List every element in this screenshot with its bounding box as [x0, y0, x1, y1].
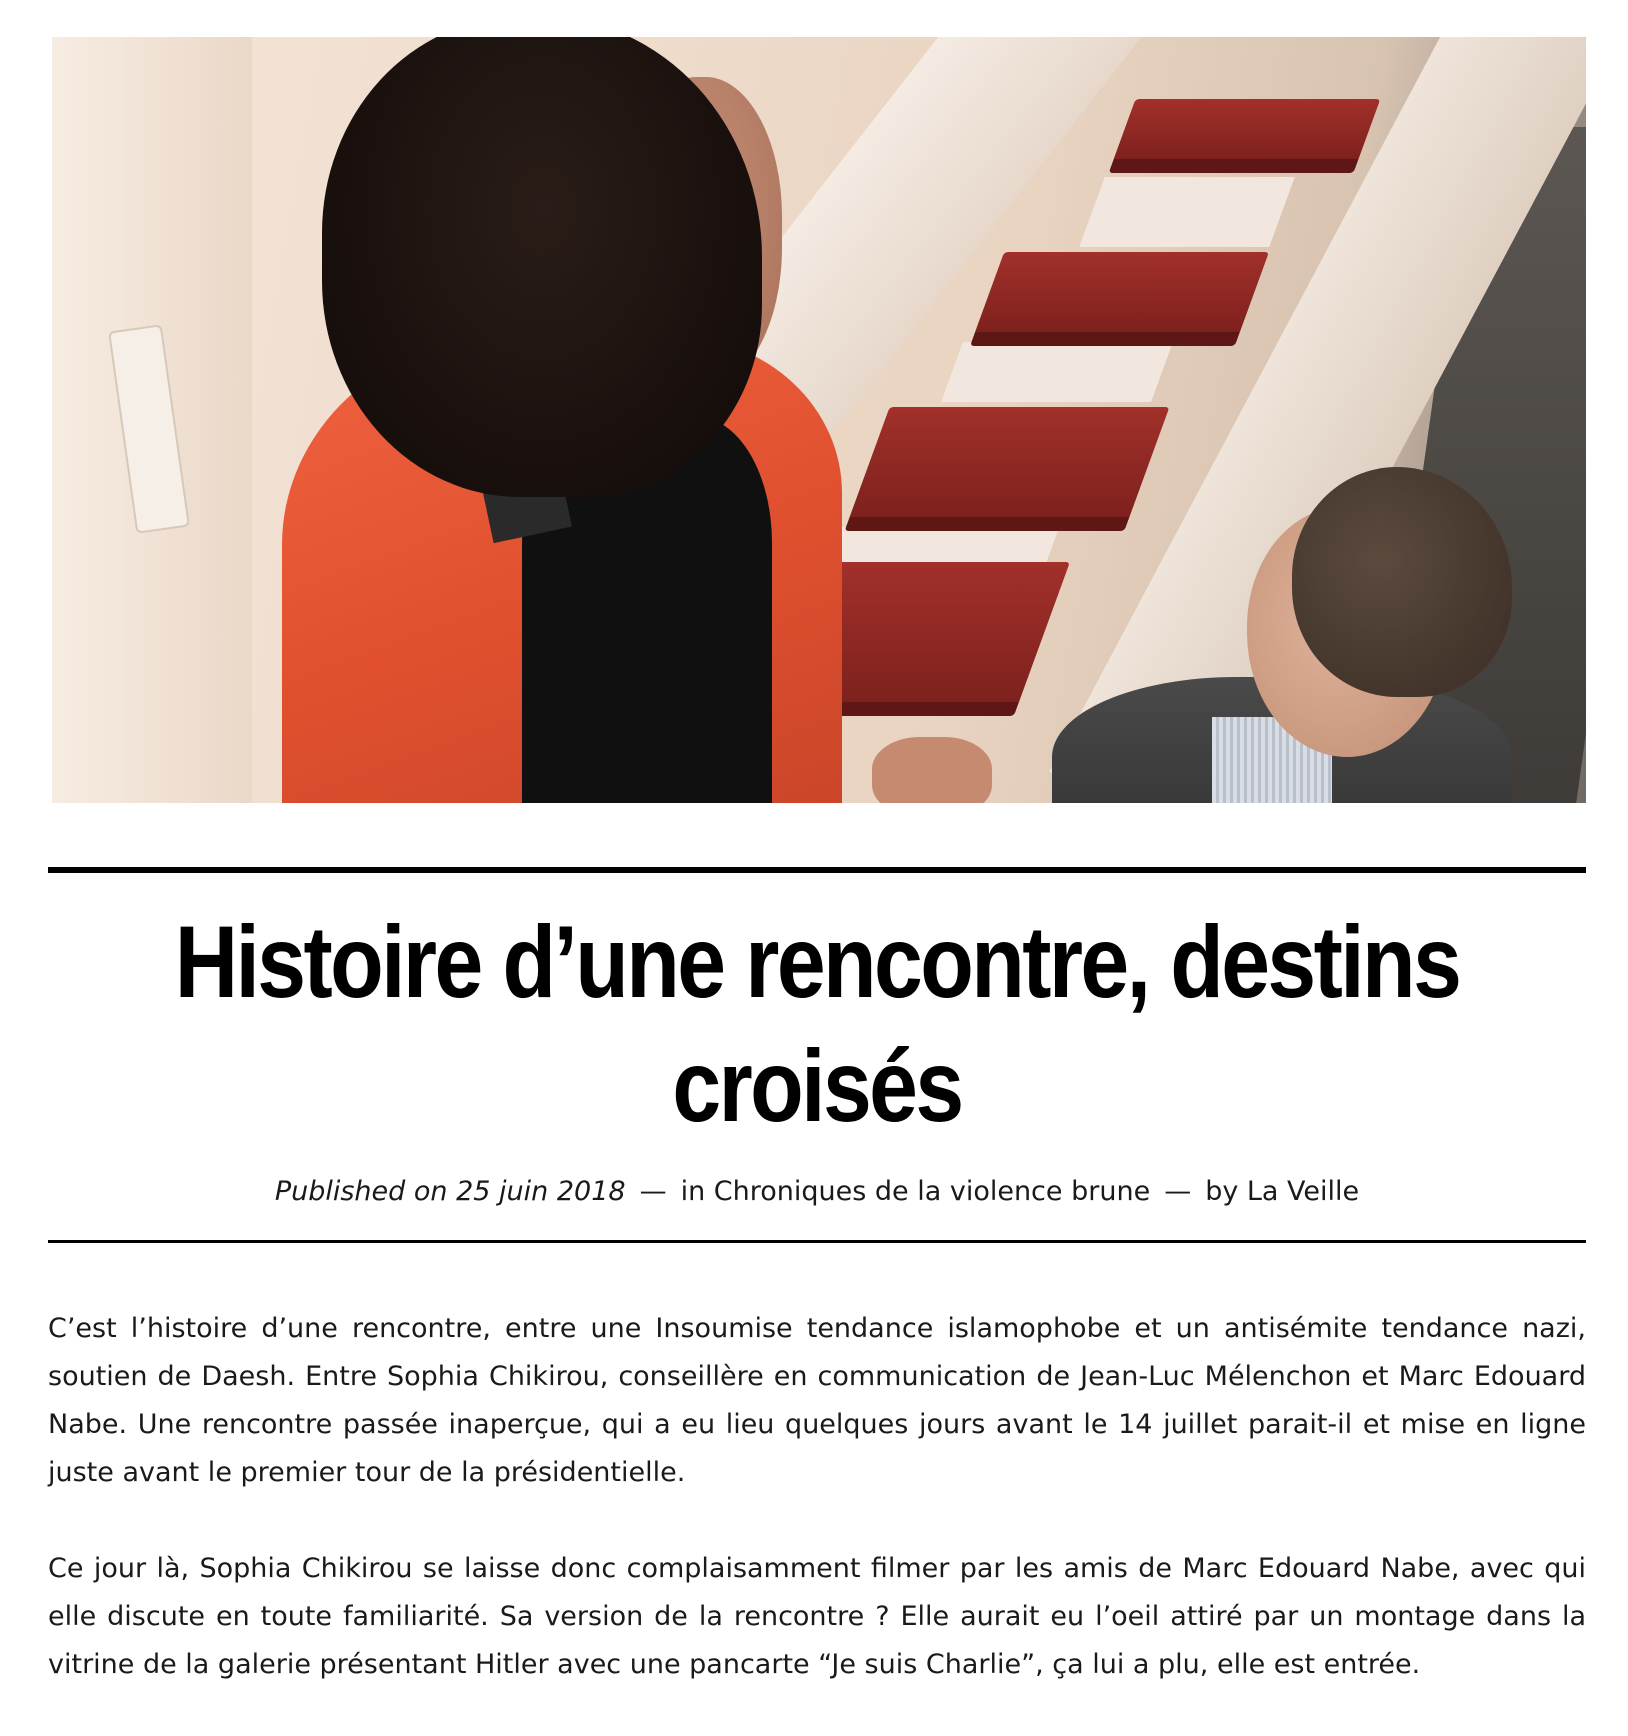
- stair-riser: [1079, 177, 1294, 247]
- stair-step: [970, 252, 1269, 346]
- woman-hair: [322, 37, 762, 497]
- paragraph: C’est l’histoire d’une rencontre, entre une Insoumise tendance islamophobe et un antisémite tendance nazi, soutien de Daesh. Entre Sophia Chikirou, conseillère en communication de Jean-Luc Mélenchon et Marc Edouard Nabe. Une rencontre passée inaperçue, qui a eu lieu quelques jours avant le 14 juillet parait-il et mise en ligne juste avant le premier tour de la présidentielle.: [48, 1313, 1586, 1488]
- stair-step: [844, 407, 1169, 531]
- article-meta: [48, 1172, 1586, 1212]
- meta-separator: —: [639, 1176, 667, 1207]
- woman-hand: [872, 737, 992, 803]
- stair-riser: [941, 342, 1173, 402]
- stair-riser: [825, 527, 1060, 567]
- title-rule-top: [48, 867, 1586, 873]
- article-title: Histoire d’une rencontre, destins croisés: [174, 905, 1460, 1143]
- featured-image: [52, 37, 1586, 803]
- paragraph: Ce jour là, Sophia Chikirou se laisse donc complaisamment filmer par les amis de Marc Edouard Nabe, avec qui elle discute en toute familiarité. Sa version de la rencontre ? Elle aurait eu l’oeil attiré par un montage dans la vitrine de la galerie présentant Hitler avec une pancarte “Je suis Charlie”, ça lui a plu, elle est entrée.: [48, 1553, 1586, 1680]
- title-rule-bottom: [48, 1240, 1586, 1243]
- author-link[interactable]: by La Veille: [1205, 1176, 1360, 1207]
- category-link[interactable]: in Chroniques de la violence brune: [680, 1176, 1151, 1207]
- meta-separator: —: [1164, 1176, 1192, 1207]
- article-body: [48, 1305, 1586, 1736]
- published-date: Published on 25 juin 2018: [274, 1176, 626, 1207]
- stair-step: [1109, 99, 1381, 173]
